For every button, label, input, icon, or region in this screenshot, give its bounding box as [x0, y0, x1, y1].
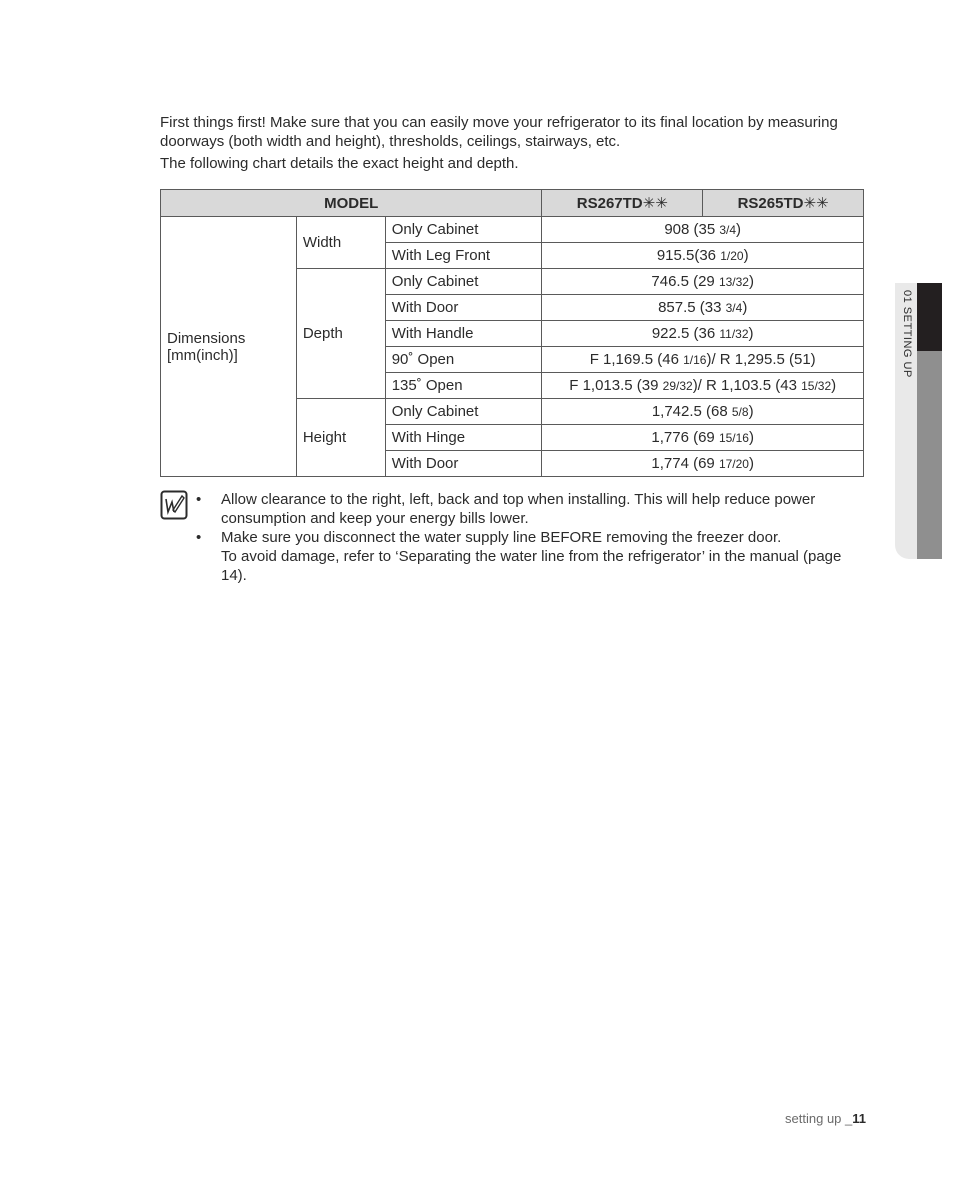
- row-value: F 1,013.5 (39 29/32)/ R 1,103.5 (43 15/32): [542, 373, 864, 399]
- row-label: With Leg Front: [385, 243, 542, 269]
- side-tab-marker: [917, 283, 942, 351]
- row-value: 915.5(36 1/20): [542, 243, 864, 269]
- side-tab-label: 01 SETTING UP: [901, 290, 913, 378]
- row-value: 1,776 (69 15/16): [542, 425, 864, 451]
- notes-list: [196, 490, 856, 585]
- row-value: 1,742.5 (68 5/8): [542, 399, 864, 425]
- side-tab-bar: [917, 351, 942, 559]
- header-model: MODEL: [161, 190, 542, 217]
- page-number: 11: [852, 1111, 866, 1126]
- row-label: With Door: [385, 295, 542, 321]
- dimensions-cell: [161, 217, 297, 477]
- intro-paragraph-2: The following chart details the exact height and depth.: [160, 155, 519, 172]
- row-label: With Handle: [385, 321, 542, 347]
- note-item: • Allow clearance to the right, left, back and top when installing. This will help reduce power consumption and keep your energy bills lower.: [196, 490, 856, 528]
- note-item: • Make sure you disconnect the water supply line BEFORE removing the freezer door. To avoid damage, refer to ‘Separating the water line from the refrigerator’ in the manual (page 14).: [196, 528, 856, 585]
- row-value: 908 (35 3/4): [542, 217, 864, 243]
- header-model-1: RS267TD✳✳: [542, 190, 703, 217]
- row-label: Only Cabinet: [385, 399, 542, 425]
- table-row: [161, 217, 864, 243]
- group-depth: Depth: [296, 269, 385, 399]
- intro-paragraph: First things first! Make sure that you can easily move your refrigerator to its final location by measuring doorways (both width and height), thresholds, ceilings, stairways, etc.: [160, 114, 838, 150]
- note-icon: [160, 490, 188, 520]
- dimensions-table: [160, 189, 864, 477]
- group-width: Width: [296, 217, 385, 269]
- row-value: F 1,169.5 (46 1/16)/ R 1,295.5 (51): [542, 347, 864, 373]
- row-label: Only Cabinet: [385, 217, 542, 243]
- row-label: 90˚ Open: [385, 347, 542, 373]
- table-header-row: [161, 190, 864, 217]
- row-label: 135˚ Open: [385, 373, 542, 399]
- row-value: 922.5 (36 11/32): [542, 321, 864, 347]
- row-value: 1,774 (69 17/20): [542, 451, 864, 477]
- group-height: Height: [296, 399, 385, 477]
- row-value: 857.5 (33 3/4): [542, 295, 864, 321]
- row-value: 746.5 (29 13/32): [542, 269, 864, 295]
- row-label: Only Cabinet: [385, 269, 542, 295]
- row-label: With Door: [385, 451, 542, 477]
- dimensions-label: Dimensions: [167, 329, 246, 347]
- header-model-2: RS265TD✳✳: [703, 190, 864, 217]
- row-label: With Hinge: [385, 425, 542, 451]
- dimensions-unit: [mm(inch)]: [167, 346, 238, 364]
- page-footer: setting up _11: [785, 1111, 866, 1126]
